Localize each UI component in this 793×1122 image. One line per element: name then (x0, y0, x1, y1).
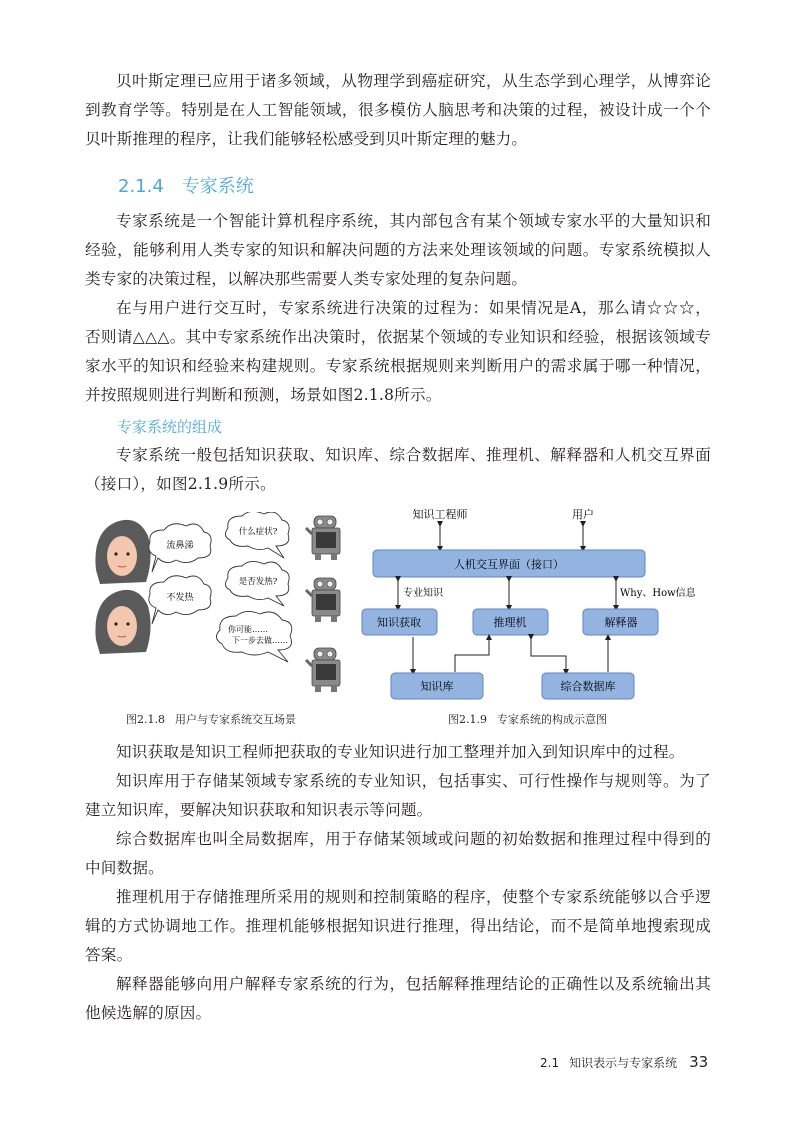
label-user: 用户 (572, 508, 594, 521)
page-footer (540, 1053, 708, 1071)
paragraph-knowledge-base: 知识库用于存储某领域专家系统的专业知识，包括事实、可行性操作与规则等。为了建立知识库，要解决知识获取和知识表示等问题。 (85, 772, 711, 819)
box-explainer (583, 609, 658, 635)
paragraph-components: 专家系统一般包括知识获取、知识库、综合数据库、推理机、解释器和人机交互界面（接口），如图2.1.9所示。 (85, 446, 711, 493)
svg-text:解释器: 解释器 (604, 616, 638, 629)
footer-section-number: 2.1 (540, 1056, 560, 1070)
bubble-text-line-2: 下一步去做…… (232, 636, 288, 645)
paragraph-interaction: 在与用户进行交互时，专家系统进行决策的过程为：如果情况是A，那么请☆☆☆，否则请△△△。其中专家系统作出决策时，依据某个领域的专业知识和经验，根据该领域专家水平的知识和经验来构建规则。专家系统根据规则来判断用户的需求属于哪一种情况，并按照规则进行判断和预测，场景如图2.1.8所示。 (85, 299, 711, 404)
section-title: 专家系统 (181, 176, 254, 197)
svg-text:知识库: 知识库 (420, 680, 454, 693)
sub-heading: 专家系统的组成 (117, 418, 223, 436)
svg-text:人机交互界面（接口）: 人机交互界面（接口） (454, 558, 564, 571)
arrow-kb-inference (455, 637, 489, 672)
paragraph-expert-system-def: 专家系统是一个智能计算机程序系统，其内部包含有某个领域专家水平的大量知识和经验，能够利用人类专家的知识和解决问题的方法来处理该领域的问题。专家系统模拟人类专家的决策过程，以解决那些需要人类专家处理的复杂问题。 (85, 212, 711, 288)
caption-figure-2-1-9 (448, 711, 607, 727)
caption-figure-2-1-8 (126, 711, 296, 727)
box-inference-engine (473, 609, 548, 635)
bubble-text: 是否发热? (238, 577, 278, 587)
robot-icon-1 (306, 516, 340, 560)
svg-text:综合数据库: 综合数据库 (560, 680, 616, 693)
interaction-scene-illustration (88, 512, 350, 702)
caption-text: 用户与专家系统交互场景 (175, 713, 296, 726)
page-number: 33 (689, 1053, 709, 1071)
box-knowledge-acquisition (362, 609, 437, 635)
paragraph-explainer: 解释器能够向用户解释专家系统的行为，包括解释推理结论的正确性以及系统输出其他候选解的原因。 (85, 975, 711, 1022)
caption-text: 专家系统的构成示意图 (497, 713, 607, 726)
bubble-text: 什么症状? (238, 527, 278, 537)
edge-label-domain-knowledge: 专业知识 (403, 588, 443, 599)
paragraph-knowledge-acquisition: 知识获取是知识工程师把获取的专业知识进行加工整理并加入到知识库中的过程。 (116, 743, 685, 761)
section-number: 2.1.4 (118, 176, 164, 197)
figure-2-1-9 (355, 500, 715, 705)
caption-number: 图2.1.8 (126, 713, 165, 726)
robot-icon-3 (306, 648, 340, 692)
caption-number: 图2.1.9 (448, 713, 487, 726)
bubble-text: 不发热 (166, 593, 194, 603)
paragraph-bayes: 贝叶斯定理已应用于诸多领域，从物理学到癌症研究，从生态学到心理学，从博弈论到教育学等。特别是在人工智能领域，很多模仿人脑思考和决策的过程，被设计成一个个贝叶斯推理的程序，让我们能够轻松感受到贝叶斯定理的魅力。 (85, 72, 711, 148)
speech-bubble-user-2 (149, 576, 211, 624)
box-global-database (542, 673, 634, 699)
paragraph-global-database: 综合数据库也叫全局数据库，用于存储某领域或问题的初始数据和推理过程中得到的中间数据。 (85, 830, 711, 877)
svg-text:推理机: 推理机 (493, 616, 527, 629)
arrow-inference-db (531, 637, 566, 672)
robot-icon-2 (306, 578, 340, 622)
bubble-text-line-1: 你可能…… (228, 625, 268, 634)
speech-bubble-robot-3 (216, 611, 291, 662)
label-knowledge-engineer: 知识工程师 (412, 508, 468, 521)
speech-bubble-robot-2 (225, 561, 289, 606)
section-heading (118, 172, 254, 198)
svg-text:知识获取: 知识获取 (377, 616, 421, 629)
box-interface (373, 550, 645, 577)
paragraph-inference-engine: 推理机用于存储推理所采用的规则和控制策略的程序，使整个专家系统能够以合乎逻辑的方式协调地工作。推理机能够根据知识进行推理，得出结论，而不是简单地搜索现成答案。 (85, 888, 711, 964)
bubble-text: 流鼻涕 (166, 541, 194, 551)
speech-bubble-user-1 (149, 524, 211, 572)
figure-2-1-8 (88, 512, 350, 702)
edge-label-why-how: Why、How信息 (620, 588, 696, 599)
user-avatar-1 (95, 520, 150, 584)
expert-system-diagram (355, 500, 715, 705)
box-knowledge-base (391, 673, 483, 699)
footer-section-title: 知识表示与专家系统 (569, 1056, 678, 1070)
speech-bubble-robot-1 (225, 512, 289, 558)
user-avatar-2 (95, 590, 150, 654)
